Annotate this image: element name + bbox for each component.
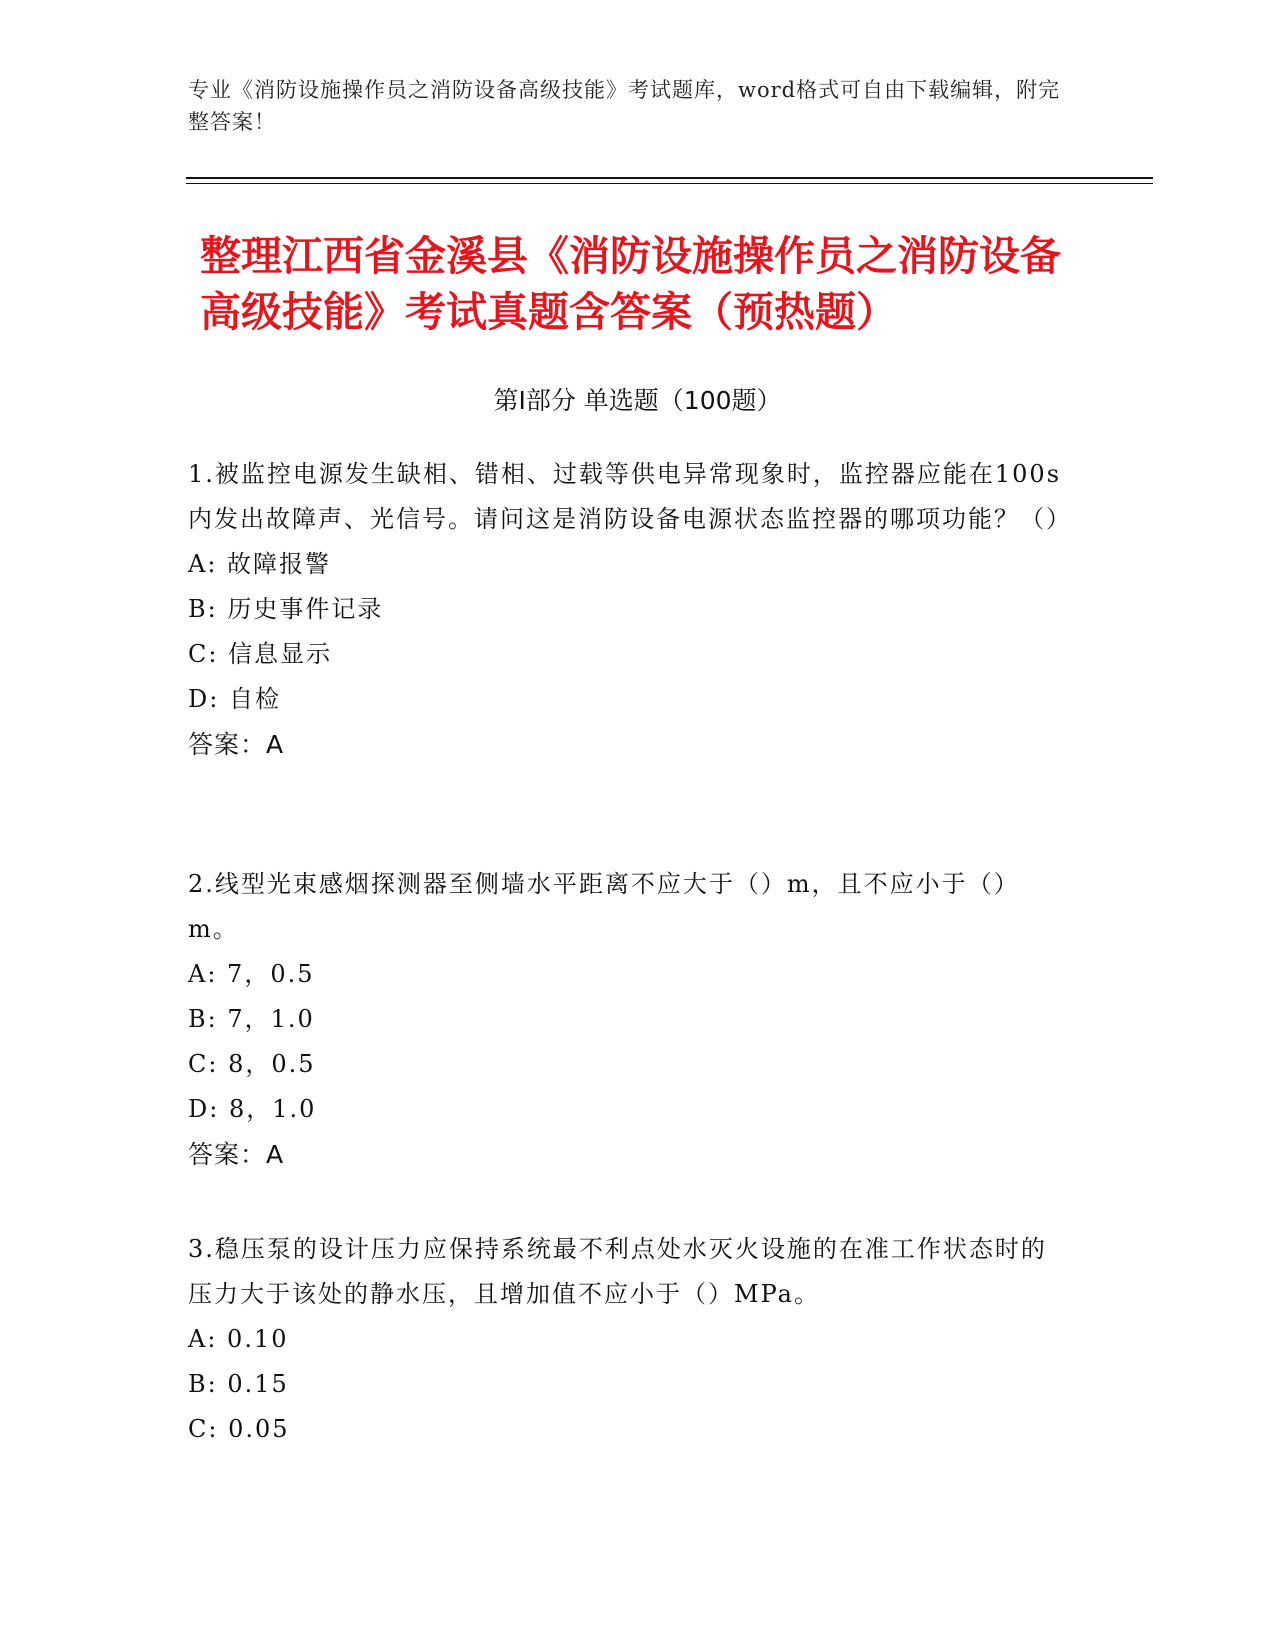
document-title: 整理江西省金溪县《消防设施操作员之消防设备高级技能》考试真题含答案（预热题）	[200, 232, 1061, 336]
header-note: 专业《消防设施操作员之消防设备高级技能》考试题库，word格式可自由下载编辑，附完整答案！	[188, 78, 1061, 134]
section-title: 第Ⅰ部分 单选题（100题）	[493, 386, 782, 415]
option-b: B: 0.15	[188, 1370, 289, 1398]
option-d: D: 自检	[188, 685, 281, 713]
option-b: B: 7，1.0	[188, 1005, 315, 1033]
question-3	[188, 1227, 1068, 1452]
question-2	[188, 862, 1068, 1177]
option-c: C: 8，0.5	[188, 1050, 316, 1078]
question-stem: 3.稳压泵的设计压力应保持系统最不利点处水灭火设施的在准工作状态时的压力大于该处的静水压，且增加值不应小于（）MPa。	[188, 1235, 1047, 1308]
question-1	[188, 452, 1072, 767]
question-stem: 2.线型光束感烟探测器至侧墙水平距离不应大于（）m，且不应小于（）m。	[188, 870, 1020, 943]
question-stem: 1.被监控电源发生缺相、错相、过载等供电异常现象时，监控器应能在100s内发出故障声、光信号。请问这是消防设备电源状态监控器的哪项功能？（）	[188, 460, 1072, 533]
option-a: A: 故障报警	[188, 550, 332, 578]
header-divider-thick	[186, 177, 1153, 179]
option-a: A: 7，0.5	[188, 960, 315, 988]
header-divider-thin	[186, 183, 1153, 184]
answer-label: 答案：A	[188, 1140, 285, 1169]
option-d: D: 8，1.0	[188, 1095, 317, 1123]
option-a: A: 0.10	[188, 1325, 289, 1353]
option-b: B: 历史事件记录	[188, 595, 384, 623]
option-c: C: 信息显示	[188, 640, 333, 668]
option-c: C: 0.05	[188, 1415, 290, 1443]
answer-label: 答案：A	[188, 730, 285, 759]
